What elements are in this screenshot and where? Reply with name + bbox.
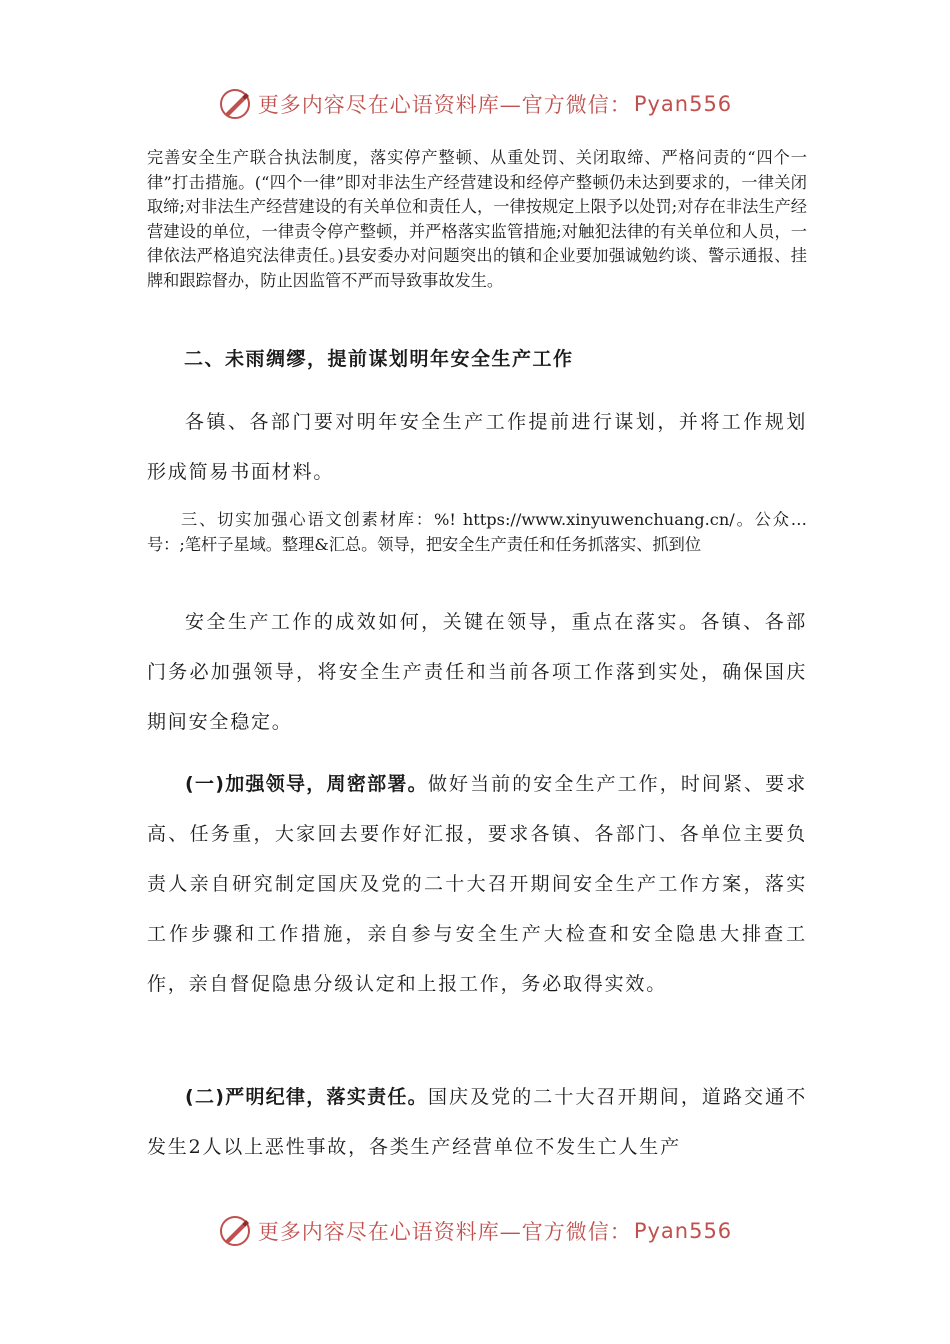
paragraph-enforcement: 完善安全生产联合执法制度，落实停产整顿、从重处罚、关闭取缔、严格问责的“四个一律”打击措施。(“四个一律”即对非法生产经营建设和经停产整顿仍未达到要求的，一律关闭取缔;对非法生产经营建设的有关单位和责任人，一律按规定上限予以处罚;对存在非法生产经营建设的单位，一律责令停产整顿，并严格落实监管措施;对触犯法律的有关单位和人员，一律依法严格追究法律责任。)县安委办对问题突出的镇和企业要加强诚勉约谈、警示通报、挂牌和跟踪督办，防止因监管不严而导致事故发生。 <box>147 148 807 290</box>
watermark-text: 更多内容尽在心语资料库—官方微信： <box>257 93 632 117</box>
section-heading-3: 三、切实加强心语文创素材库：%! https://www.xinyuwenchuang.cn/。公众…号：;笔杆子星域。整理&汇总。领导，把安全生产责任和任务抓落实、抓到位 <box>147 510 807 554</box>
header-watermark <box>0 84 950 124</box>
paragraph-plan: 各镇、各部门要对明年安全生产工作提前进行谋划，并将工作规划形成简易书面材料。 <box>147 411 807 483</box>
paragraph-lead: (二)严明纪律，落实责任。 <box>185 1086 428 1108</box>
paragraph-discipline <box>147 1072 807 1172</box>
paragraph-deployment <box>147 759 807 1009</box>
paragraph-leadership: 安全生产工作的成效如何，关键在领导，重点在落实。各镇、各部门务必加强领导，将安全生产责任和当前各项工作落到实处，确保国庆期间安全稳定。 <box>147 611 807 733</box>
footer-watermark <box>0 1211 950 1251</box>
pen-logo-icon <box>218 87 252 121</box>
pen-logo-icon <box>218 1214 252 1248</box>
watermark-wechat-id: Pyan556 <box>633 1219 733 1243</box>
section-heading-2: 二、未雨绸缪，提前谋划明年安全生产工作 <box>184 348 574 370</box>
watermark-wechat-id: Pyan556 <box>633 92 733 116</box>
watermark-text: 更多内容尽在心语资料库—官方微信： <box>257 1220 632 1244</box>
paragraph-text: 做好当前的安全生产工作，时间紧、要求高、任务重，大家回去要作好汇报，要求各镇、各部门、各单位主要负责人亲自研究制定国庆及党的二十大召开期间安全生产工作方案，落实工作步骤和工作措施，亲自参与安全生产大检查和安全隐患大排查工作，亲自督促隐患分级认定和上报工作，务必取得实效。 <box>147 773 807 995</box>
paragraph-text: 国庆及党的二十大召开期间，道路交通不发生2人以上恶性事故，各类生产经营单位不发生亡人生产 <box>147 1086 807 1158</box>
paragraph-lead: (一)加强领导，周密部署。 <box>185 773 428 795</box>
